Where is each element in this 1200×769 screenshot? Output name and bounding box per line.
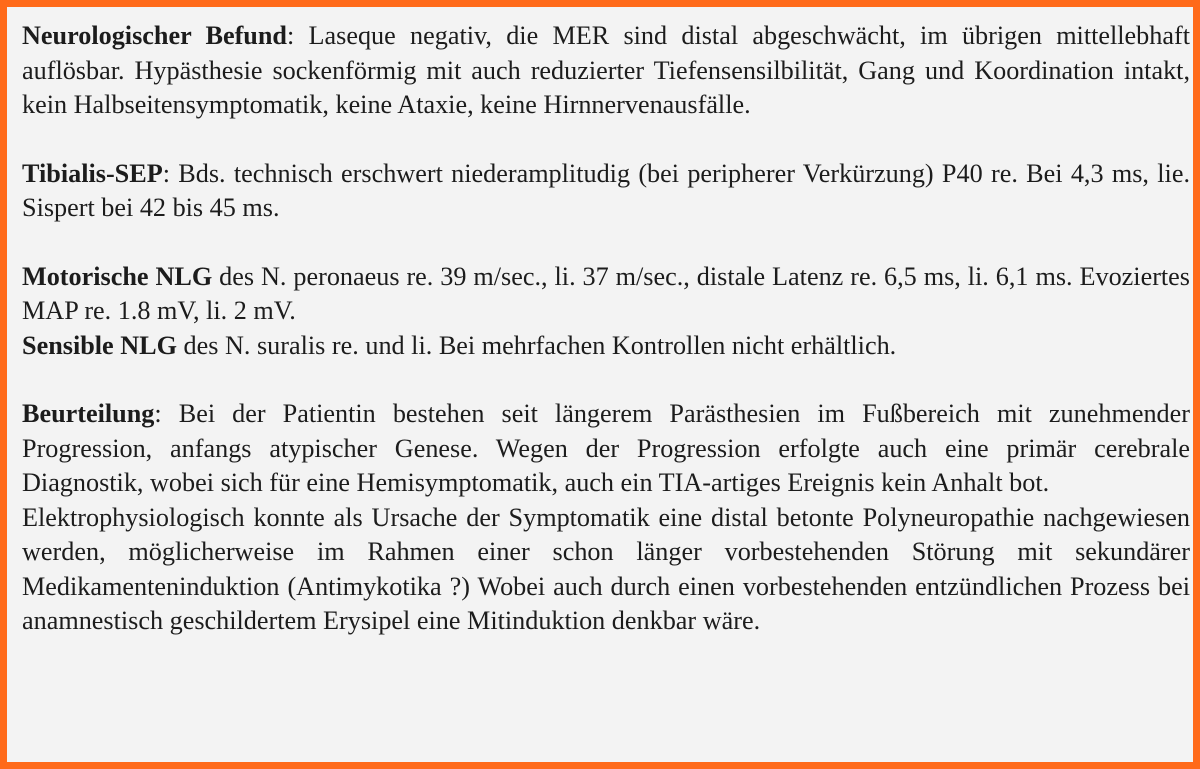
electrophysiology-paragraph: Elektrophysiologisch konnte als Ursache der Symptomatik eine distal betonte Polyneuropathie nachgewiesen werden, möglicherweise im Rahmen einer schon länger vorbestehenden Störung mit sekundärer Medikamenteninduktion (Antimykotika ?) Wobei auch durch einen vorbestehenden entzündlichen Prozess bei anamnestisch geschildertem Erysipel eine Mitinduktion denkbar wäre. xyxy=(22,502,1190,635)
neurological-findings-heading: Neurologischer Befund xyxy=(22,21,287,50)
paragraph-spacer xyxy=(22,363,1190,397)
sensory-nlg-heading: Sensible NLG xyxy=(22,330,177,360)
motor-nlg-heading: Motorische NLG xyxy=(22,261,213,291)
neurological-findings-text: : Laseque negativ, die MER sind distal abgeschwächt, im übrigen mittellebhaft auflösbar. Hypästhesie sockenförmig mit auch reduzierter Tiefensensilbilität, Gang und Koordination intakt, kein Halbseitensymptomatik, keine Ataxie, keine Hirnnervenausfälle. xyxy=(22,21,1190,119)
tibialis-sep-paragraph xyxy=(22,157,1190,226)
paragraph-spacer xyxy=(22,226,1190,260)
assessment-text: : Bei der Patientin bestehen seit längerem Parästhesien im Fußbereich mit zunehmender Progression, anfangs atypischer Genese. Wegen der Progression erfolgte auch eine primär cerebrale Diagnostik, wobei sich für eine Hemisymptomatik, auch ein TIA-artiges Ereignis kein Anhalt bot. xyxy=(22,399,1190,497)
sensory-nlg-paragraph xyxy=(22,329,1190,364)
sensory-nlg-text: des N. suralis re. und li. Bei mehrfachen Kontrollen nicht erhältlich. xyxy=(176,330,897,360)
tibialis-sep-heading: Tibialis-SEP xyxy=(22,158,163,188)
assessment-paragraph xyxy=(22,397,1190,501)
paragraph-spacer xyxy=(22,123,1190,157)
tibialis-sep-text: : Bds. technisch erschwert niederamplitudig (bei peripherer Verkürzung) P40 re. Bei 4,3 ms, lie. Sispert bei 42 bis 45 ms. xyxy=(22,158,1190,222)
assessment-heading: Beurteilung xyxy=(22,399,155,428)
motor-nlg-text: des N. peronaeus re. 39 m/sec., li. 37 m/sec., distale Latenz re. 6,5 ms, li. 6,1 ms. Evoziertes MAP re. 1.8 mV, li. 2 mV. xyxy=(22,261,1190,325)
neurological-findings-paragraph xyxy=(22,19,1190,123)
report-text xyxy=(22,19,1190,639)
motor-nlg-paragraph xyxy=(22,260,1190,329)
